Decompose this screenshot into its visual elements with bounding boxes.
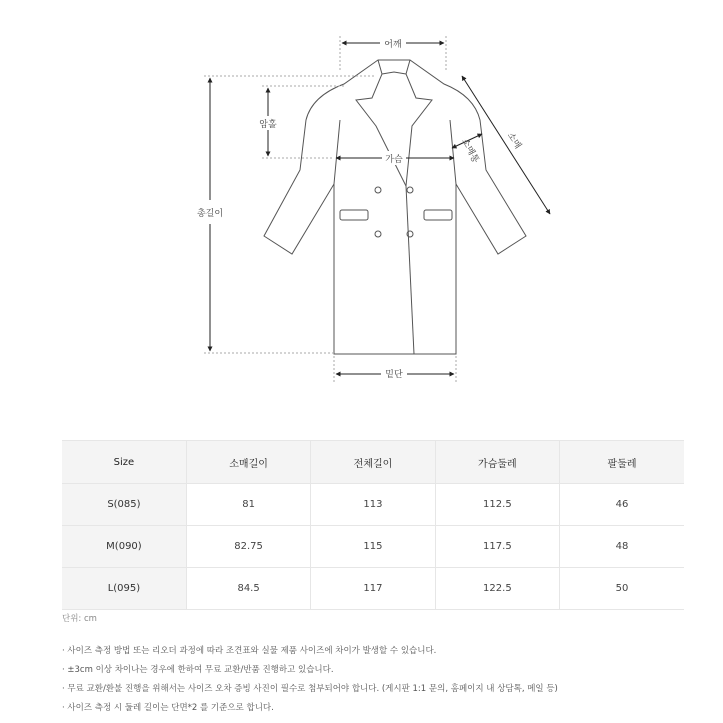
note-item: · 사이즈 측정 방법 또는 리오더 과정에 따라 조견표와 실물 제품 사이즈에 차이가 발생할 수 있습니다.: [62, 642, 558, 661]
unit-note: 단위: cm: [62, 614, 97, 624]
table-cell: 117.5: [435, 526, 559, 568]
table-cell: 46: [560, 484, 684, 526]
table-cell: 113: [311, 484, 435, 526]
size-cell: L(095): [62, 568, 186, 610]
table-cell: 81: [186, 484, 310, 526]
table-cell: 117: [311, 568, 435, 610]
header-chest: 가슴둘레: [435, 441, 559, 484]
size-cell: M(090): [62, 526, 186, 568]
notes-list: [62, 642, 558, 718]
table-cell: 112.5: [435, 484, 559, 526]
chest-label: 가슴: [385, 155, 403, 165]
header-arm: 팔둘레: [560, 441, 684, 484]
button: [407, 187, 413, 193]
table-row: [62, 568, 684, 610]
table-cell: 122.5: [435, 568, 559, 610]
header-sleeve-length: 소매길이: [186, 441, 310, 484]
armhole-label: 암홀: [259, 120, 277, 130]
dimension-lines: [210, 43, 550, 374]
table-header-row: [62, 441, 684, 484]
coat-body-outline: [264, 60, 526, 354]
sleeve-label: 소매: [504, 130, 523, 151]
size-table: [62, 440, 684, 610]
right-pocket: [424, 210, 452, 220]
dimension-labels: [197, 36, 524, 380]
left-armhole-seam: [334, 120, 340, 184]
note-item: · 사이즈 측정 시 둘레 길이는 단면*2 를 기준으로 합니다.: [62, 699, 558, 718]
size-cell: S(085): [62, 484, 186, 526]
left-pocket: [340, 210, 368, 220]
guide-lines: [204, 36, 456, 384]
table-cell: 84.5: [186, 568, 310, 610]
total-length-label: 총길이: [196, 209, 224, 219]
collar-notch: [382, 72, 406, 74]
note-item: · ±3cm 이상 차이나는 경우에 한하여 무료 교환/반품 진행하고 있습니다.: [62, 661, 558, 680]
sleeve-width-label: 소매통: [459, 137, 481, 165]
table-cell: 48: [560, 526, 684, 568]
header-size: Size: [62, 441, 186, 484]
header-total-length: 전체길이: [311, 441, 435, 484]
center-front-line: [406, 186, 414, 354]
table-cell: 50: [560, 568, 684, 610]
table-row: [62, 526, 684, 568]
left-lapel: [356, 60, 406, 186]
right-lapel: [406, 60, 432, 186]
sleeve-dimension: [462, 76, 550, 214]
table-cell: 115: [311, 526, 435, 568]
coat-illustration: [264, 60, 526, 354]
note-item: · 무료 교환/환불 진행을 위해서는 사이즈 오차 증빙 사진이 필수로 첨부되어야 합니다. (게시판 1:1 문의, 홈페이지 내 상담톡, 메일 등): [62, 680, 558, 699]
button: [375, 187, 381, 193]
table-cell: 82.75: [186, 526, 310, 568]
table-row: [62, 484, 684, 526]
shoulder-label: 어깨: [384, 40, 402, 50]
right-armhole-seam: [450, 120, 456, 184]
button: [375, 231, 381, 237]
hem-label: 밑단: [385, 370, 403, 380]
